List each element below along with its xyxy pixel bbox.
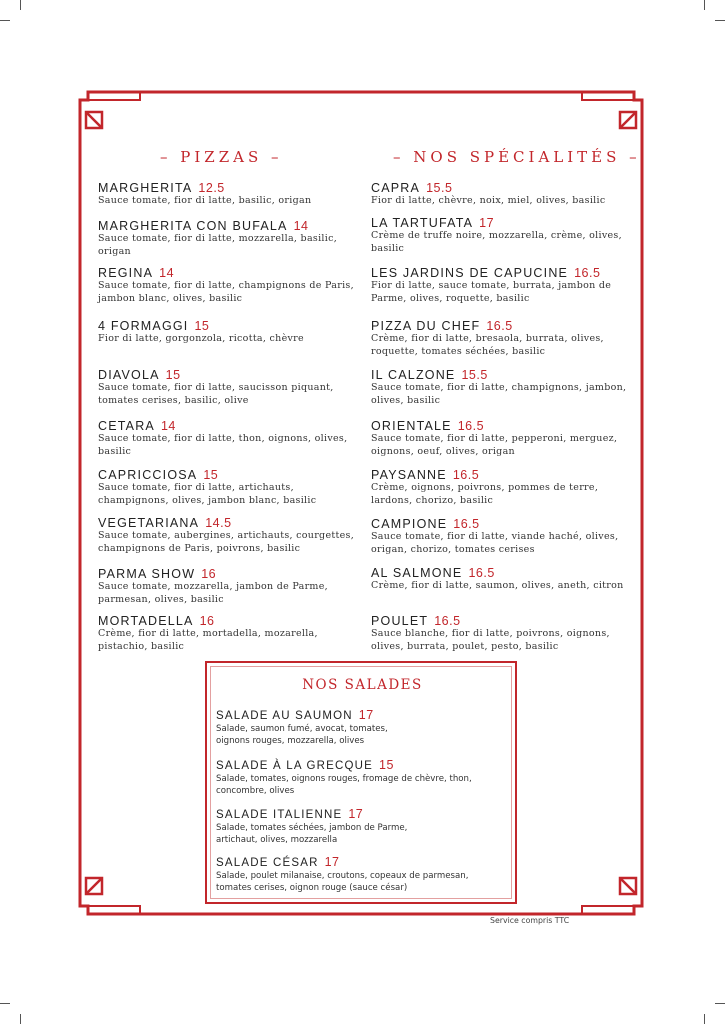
menu-item — [216, 758, 506, 797]
pizzas-title: – PIZZAS – — [160, 148, 283, 166]
menu-item — [216, 807, 506, 846]
item-price: 15 — [165, 368, 181, 382]
item-name: SALADE CÉSAR — [216, 857, 319, 869]
menu-item — [98, 468, 363, 507]
specialites-title: – NOS SPÉCIALITÉS – — [393, 148, 641, 166]
item-name: SALADE AU SAUMON — [216, 710, 353, 722]
item-price: 14.5 — [205, 516, 232, 530]
salads-title: NOS SALADES — [302, 677, 423, 693]
menu-item — [371, 566, 636, 593]
item-description: Salade, saumon fumé, avocat, tomates, oignons rouges, mozzarella, olives — [216, 724, 388, 746]
crop-mark — [704, 1014, 705, 1024]
item-price: 17 — [479, 216, 495, 230]
item-description: Crème, oignons, poivrons, pommes de terre, lardons, chorizo, basilic — [371, 482, 599, 506]
item-price: 15.5 — [461, 368, 488, 382]
crop-mark — [715, 20, 725, 21]
item-description: Fior di latte, sauce tomate, burrata, jambon de Parme, olives, roquette, basilic — [371, 280, 612, 304]
item-price: 16.5 — [434, 614, 461, 628]
item-name: 4 FORMAGGI — [98, 319, 189, 333]
item-description: Salade, tomates séchées, jambon de Parme, artichaut, olives, mozzarella — [216, 823, 408, 845]
crop-mark — [20, 1014, 21, 1024]
item-name: MARGHERITA CON BUFALA — [98, 219, 288, 233]
menu-item — [371, 181, 636, 208]
item-description: Sauce tomate, fior di latte, saucisson piquant, tomates cerises, basilic, olive — [98, 382, 334, 406]
item-name: CETARA — [98, 419, 155, 433]
item-name: DIAVOLA — [98, 368, 160, 382]
item-description: Crème, fior di latte, bresaola, burrata, olives, roquette, tomates séchées, basilic — [371, 333, 604, 357]
item-price: 15 — [194, 319, 210, 333]
menu-item — [371, 319, 636, 358]
crop-mark — [704, 0, 705, 10]
menu-item — [98, 567, 363, 606]
crop-mark — [0, 20, 10, 21]
item-price: 16.5 — [457, 419, 485, 433]
item-price: 16 — [201, 567, 217, 581]
item-name: PAYSANNE — [371, 468, 447, 482]
crop-mark — [715, 1003, 725, 1004]
item-price: 17 — [358, 708, 374, 722]
item-name: SALADE ITALIENNE — [216, 809, 343, 821]
item-description: Sauce tomate, fior di latte, thon, oignons, olives, basilic — [98, 433, 348, 457]
menu-item — [98, 419, 363, 458]
item-price: 14 — [159, 266, 175, 280]
item-description: Sauce tomate, fior di latte, pepperoni, merguez, oignons, oeuf, olives, origan — [371, 433, 618, 457]
item-price: 16.5 — [452, 468, 480, 482]
item-name: POULET — [371, 614, 429, 628]
menu-item — [371, 614, 636, 653]
item-description: Sauce tomate, fior di latte, mozzarella, basilic, origan — [98, 233, 338, 257]
item-description: Sauce tomate, fior di latte, champignons de Paris, jambon blanc, olives, basilic — [98, 280, 354, 304]
item-description: Crème de truffe noire, mozzarella, crème, olives, basilic — [371, 230, 622, 254]
item-description: Sauce tomate, mozzarella, jambon de Parme, parmesan, olives, basilic — [98, 581, 328, 605]
menu-item — [216, 855, 506, 894]
item-description: Sauce tomate, fior di latte, artichauts, champignons, olives, jambon blanc, basilic — [98, 482, 317, 506]
item-description: Fior di latte, gorgonzola, ricotta, chèvre — [98, 333, 304, 344]
menu-item — [216, 708, 506, 747]
menu-item — [98, 516, 363, 555]
menu-item — [371, 468, 636, 507]
service-note: Service compris TTC — [490, 916, 570, 925]
item-description: Salade, tomates, oignons rouges, fromage de chèvre, thon, concombre, olives — [216, 774, 472, 796]
item-price: 16.5 — [486, 319, 513, 333]
item-description: Sauce tomate, aubergines, artichauts, courgettes, champignons de Paris, poivrons, basilic — [98, 530, 355, 554]
item-price: 17 — [324, 855, 340, 869]
item-name: MARGHERITA — [98, 181, 193, 195]
item-name: CAMPIONE — [371, 517, 448, 531]
item-description: Fior di latte, chèvre, noix, miel, olives, basilic — [371, 195, 606, 206]
crop-mark — [20, 0, 21, 10]
item-name: PIZZA DU CHEF — [371, 319, 481, 333]
item-name: REGINA — [98, 266, 154, 280]
item-price: 15.5 — [426, 181, 453, 195]
item-name: VEGETARIANA — [98, 516, 200, 530]
menu-item — [371, 368, 636, 407]
item-description: Sauce tomate, fior di latte, basilic, origan — [98, 195, 312, 206]
item-name: SALADE À LA GRECQUE — [216, 760, 374, 772]
item-name: CAPRA — [371, 181, 421, 195]
menu-item — [98, 368, 363, 407]
item-description: Crème, fior di latte, mortadella, mozarella, pistachio, basilic — [98, 628, 318, 652]
item-name: LES JARDINS DE CAPUCINE — [371, 266, 569, 280]
item-price: 16.5 — [453, 517, 480, 531]
item-description: Sauce blanche, fior di latte, poivrons, oignons, olives, burrata, poulet, pesto, basilic — [371, 628, 610, 652]
item-price: 15 — [203, 468, 219, 482]
menu-item — [371, 266, 636, 305]
menu-item — [371, 419, 636, 458]
item-description: Sauce tomate, fior di latte, viande haché, olives, origan, chorizo, tomates cerises — [371, 531, 619, 555]
item-price: 15 — [379, 758, 394, 772]
menu-item — [98, 181, 363, 208]
item-description: Salade, poulet milanaise, croutons, copeaux de parmesan, tomates cerises, oignon rouge (sauce césar) — [216, 871, 469, 893]
item-price: 14 — [160, 419, 176, 433]
menu-item — [98, 266, 363, 305]
menu-item — [98, 319, 363, 346]
item-name: AL SALMONE — [371, 566, 463, 580]
crop-mark — [0, 1003, 10, 1004]
item-price: 16 — [199, 614, 215, 628]
item-description: Crème, fior di latte, saumon, olives, aneth, citron — [371, 580, 624, 591]
item-name: CAPRICCIOSA — [98, 468, 198, 482]
item-price: 12.5 — [198, 181, 225, 195]
item-name: IL CALZONE — [371, 368, 456, 382]
item-name: ORIENTALE — [371, 419, 452, 433]
menu-item — [98, 614, 363, 653]
item-name: LA TARTUFATA — [371, 216, 474, 230]
item-price: 17 — [348, 807, 364, 821]
item-name: MORTADELLA — [98, 614, 194, 628]
item-price: 16.5 — [574, 266, 601, 280]
item-name: PARMA SHOW — [98, 567, 196, 581]
item-price: 16.5 — [468, 566, 495, 580]
menu-item — [371, 216, 636, 255]
menu-item — [371, 517, 636, 556]
item-description: Sauce tomate, fior di latte, champignons, jambon, olives, basilic — [371, 382, 627, 406]
menu-item — [98, 219, 363, 258]
item-price: 14 — [293, 219, 309, 233]
